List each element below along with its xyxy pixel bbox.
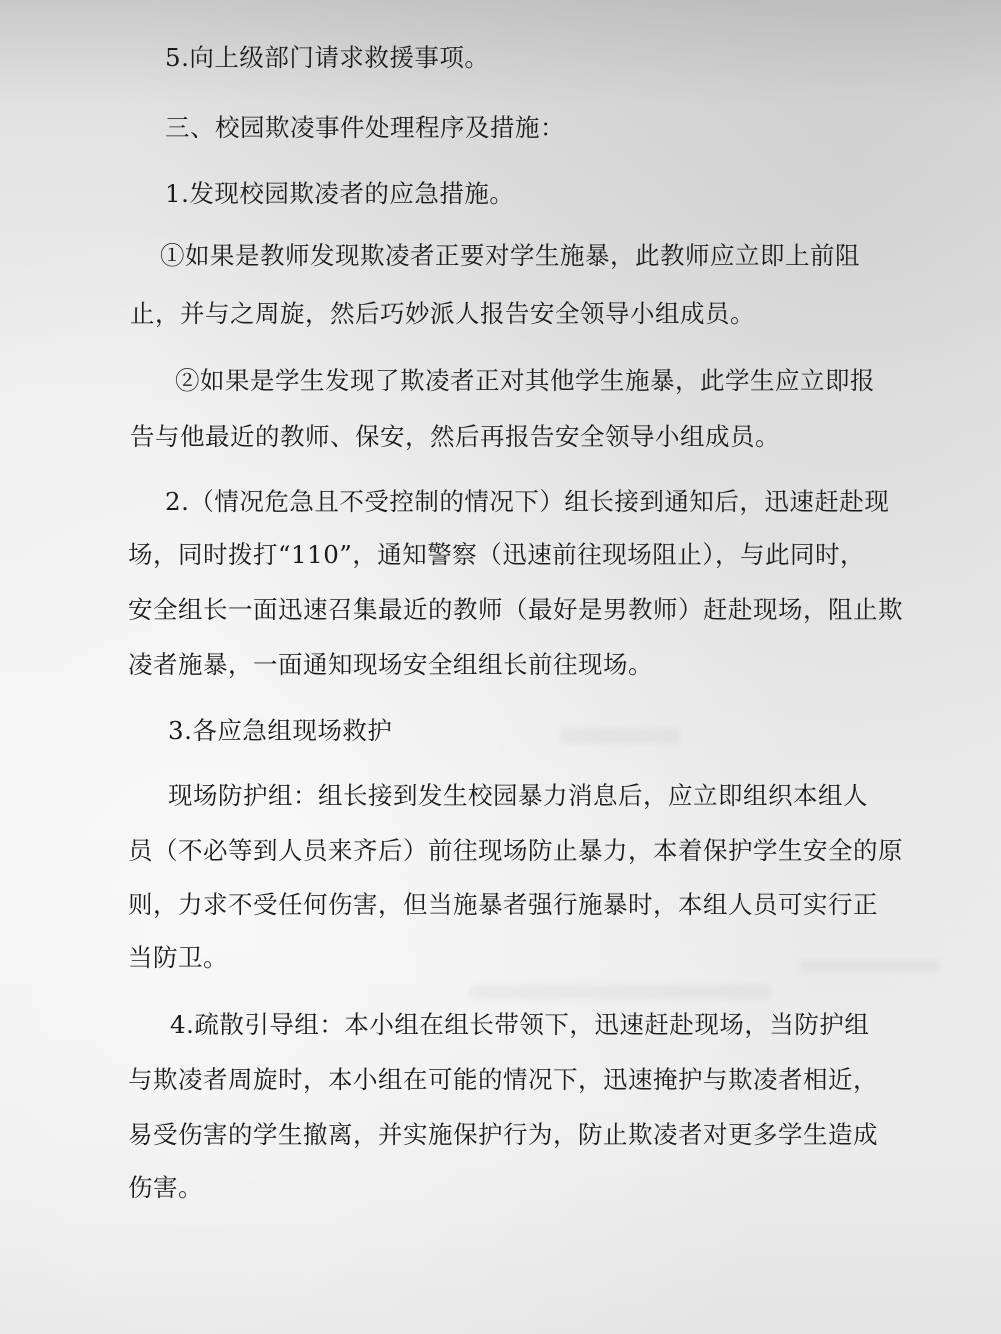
text-line: 安全组长一面迅速召集最近的教师（最好是男教师）赶赴现场，阻止欺 [128, 595, 903, 624]
text-line: 员（不必等到人员来齐后）前往现场防止暴力，本着保护学生安全的原 [128, 836, 903, 865]
section-heading: 三、校园欺凌事件处理程序及措施： [165, 113, 565, 142]
show-through-mark [800, 960, 940, 972]
text-line: 则，力求不受任何伤害，但当施暴者强行施暴时，本组人员可实行正 [128, 890, 878, 919]
text-line: 2.（情况危急且不受控制的情况下）组长接到通知后，迅速赶赴现 [165, 487, 890, 516]
text-line: 凌者施暴，一面通知现场安全组组长前往现场。 [128, 650, 653, 679]
text-line: ①如果是教师发现欺凌者正要对学生施暴，此教师应立即上前阻 [160, 241, 860, 270]
text-line: 5.向上级部门请求救援事项。 [165, 43, 490, 72]
text-line: 1.发现校园欺凌者的应急措施。 [165, 179, 515, 208]
text-line: 当防卫。 [128, 943, 228, 972]
text-line: 伤害。 [128, 1173, 203, 1202]
text-line: 4.疏散引导组：本小组在组长带领下，迅速赶赴现场，当防护组 [170, 1010, 870, 1039]
text-line: 告与他最近的教师、保安，然后再报告安全领导小组成员。 [130, 422, 780, 451]
show-through-mark [560, 728, 680, 744]
text-line: 场，同时拨打“110”，通知警察（迅速前往现场阻止），与此同时， [128, 540, 866, 569]
text-line: 止，并与之周旋，然后巧妙派人报告安全领导小组成员。 [130, 299, 755, 328]
text-line: 易受伤害的学生撤离，并实施保护行为，防止欺凌者对更多学生造成 [128, 1120, 878, 1149]
text-line: 3.各应急组现场救护 [168, 716, 393, 745]
text-line: 现场防护组：组长接到发生校园暴力消息后，应立即组织本组人 [168, 781, 868, 810]
text-line: ②如果是学生发现了欺凌者正对其他学生施暴，此学生应立即报 [175, 366, 875, 395]
show-through-mark [470, 985, 770, 999]
text-line: 与欺凌者周旋时，本小组在可能的情况下，迅速掩护与欺凌者相近， [128, 1065, 878, 1094]
